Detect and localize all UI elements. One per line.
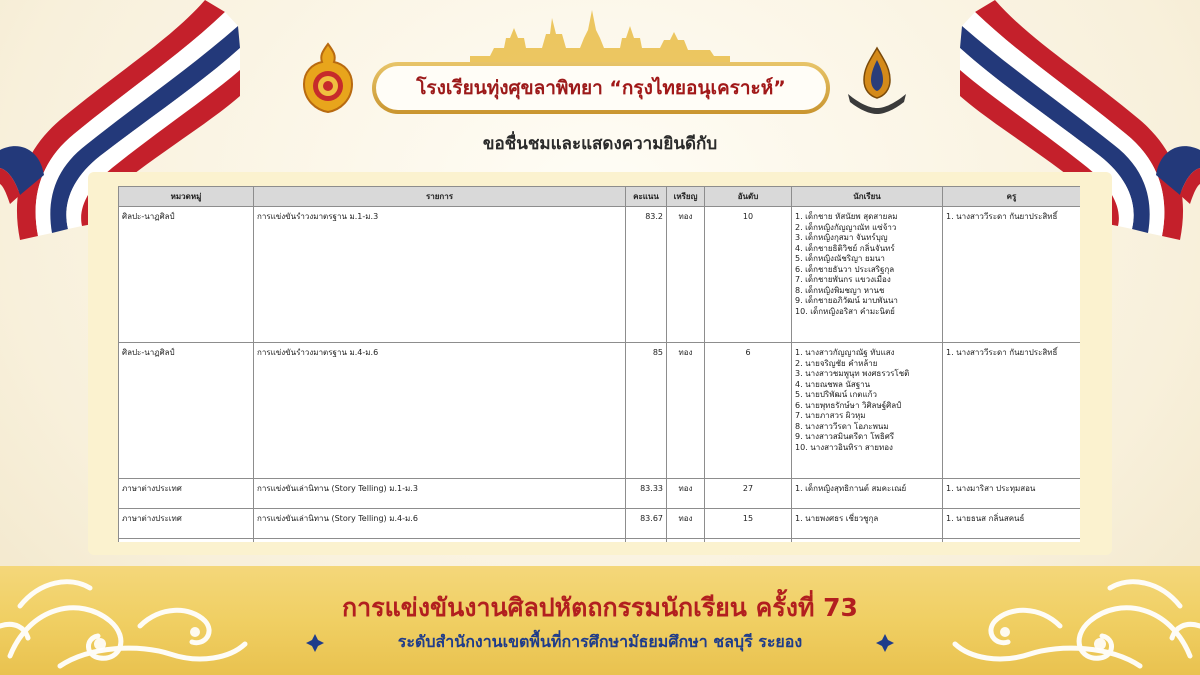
obec-emblem-logo <box>300 42 356 114</box>
results-table <box>118 186 1080 542</box>
student-name: 4. นายณชพล นัสฐาน <box>795 379 871 389</box>
table-row <box>119 479 1081 509</box>
student-name: 3. นางสาวชมพูนุท พงศธรวรโชติ <box>795 369 910 378</box>
student-name: 2. นายจริญชัย คำหล้าย <box>795 358 878 368</box>
students-cell <box>792 479 943 509</box>
school-name: โรงเรียนทุ่งศุขลาพิทยา <box>416 77 603 99</box>
medal-cell: ทอง <box>667 509 705 539</box>
results-document <box>118 186 1080 542</box>
student-name: 10. นางสาวอินทิรา สายทอง <box>795 442 893 452</box>
student-name: 7. นายภาสวร ผิวหุม <box>795 411 866 420</box>
student-name: 8. นางสาววีรดา โอภะพนม <box>795 421 889 431</box>
column-header-teacher: ครู <box>943 187 1081 207</box>
student-name: 9. นางสาวสมินตรีดา โพธิศรี <box>795 432 895 441</box>
temple-skyline-decoration <box>470 8 730 68</box>
student-name: 5. เด็กหญิงณัชริญา ยมนา <box>795 254 885 263</box>
student-name: 8. เด็กหญิงพิมชญา หานช <box>795 285 885 295</box>
event-title: การแข่งขันงานศิลปหัตถกรรมนักเรียน ครั้งที่ 73 <box>342 593 858 622</box>
score-cell: 83.33 <box>626 479 667 509</box>
teacher-cell: 1. นายธนส กลิ่นสคนธ์ <box>943 509 1081 539</box>
table-row <box>119 343 1081 479</box>
student-name: 6. เด็กชายธันวา ประเสริฐกุล <box>795 264 895 274</box>
diamond-ornament-icon <box>876 634 894 652</box>
rank-cell: 10 <box>705 207 792 343</box>
column-header-score: คะแนน <box>626 187 667 207</box>
column-header-item: รายการ <box>254 187 626 207</box>
student-name: 6. นายพุทธรักษ์ษา วิศิลษฐ์ศิลป์ <box>795 400 902 410</box>
student-name: 9. เด็กชายอภิวัฒน์ มาบพันนา <box>795 296 898 305</box>
school-name-banner <box>372 62 830 114</box>
item-cell: การแข่งขันเล่านิทาน (Story Telling) ม.4-ม.6 <box>254 509 626 539</box>
teacher-cell: 1. นางสาววีระดา กันยาประสิทธิ์ <box>943 343 1081 479</box>
school-name-suffix: “กรุงไทยอนุเคราะห์” <box>609 77 786 99</box>
table-header-row <box>119 187 1081 207</box>
students-cell <box>792 207 943 343</box>
item-cell: การแข่งขันรำวงมาตรฐาน ม.4-ม.6 <box>254 343 626 479</box>
rank-cell: 15 <box>705 509 792 539</box>
student-name: 4. เด็กชายธิติวิชย์ กลิ่นจันทร์ <box>795 243 895 253</box>
medal-cell: ทอง <box>667 343 705 479</box>
category-cell: ภาษาต่างประเทศ <box>119 509 254 539</box>
item-cell: การแข่งขันรำวงมาตรฐาน ม.1-ม.3 <box>254 207 626 343</box>
category-cell: ศิลปะ-นาฏศิลป์ <box>119 207 254 343</box>
rank-cell: 27 <box>705 479 792 509</box>
item-cell: การแข่งขันเล่านิทาน (Story Telling) ม.1-ม.3 <box>254 479 626 509</box>
student-name: 2. เด็กหญิงกัญญาณัท แซ่จ้าว <box>795 222 897 232</box>
column-header-students: นักเรียน <box>792 187 943 207</box>
table-row <box>119 539 1081 543</box>
table-row <box>119 207 1081 343</box>
event-subtitle: ระดับสำนักงานเขตพื้นที่การศึกษามัธยมศึกษา ชลบุรี ระยอง <box>397 632 803 651</box>
school-emblem-logo <box>844 46 910 116</box>
student-name: 1. นางสาวกัญญาณัฐ ทับแสง <box>795 348 895 357</box>
table-row <box>119 509 1081 539</box>
column-header-medal: เหรียญ <box>667 187 705 207</box>
medal-cell: ทอง <box>667 479 705 509</box>
student-name: 5. นายปริพัฒน์ เกตแก้ว <box>795 390 877 399</box>
congratulations-heading: ขอชื่นชมและแสดงความยินดีกับ <box>482 134 718 154</box>
teacher-cell: 1. นางมาริสา ประทุมสอน <box>943 479 1081 509</box>
student-name: 1. เด็กหญิงสุทธิกานต์ สมคะเณย์ <box>795 484 907 493</box>
rank-cell: 6 <box>705 343 792 479</box>
score-cell: 83.2 <box>626 207 667 343</box>
student-name: 1. นายพงศธร เชี่ยวชูกุล <box>795 514 879 523</box>
category-cell: ภาษาต่างประเทศ <box>119 479 254 509</box>
medal-cell: ทอง <box>667 207 705 343</box>
score-cell: 83.67 <box>626 509 667 539</box>
student-name: 3. เด็กหญิงกุสมา จันทร์บุญ <box>795 233 888 242</box>
student-name: 10. เด็กหญิงอริสา คำมะนิตย์ <box>795 306 895 316</box>
students-cell <box>792 509 943 539</box>
students-cell <box>792 343 943 479</box>
column-header-rank: อันดับ <box>705 187 792 207</box>
student-name: 7. เด็กชายพันกร แขวงเมือง <box>795 275 891 284</box>
student-name: 1. เด็กชาย หัสนัยพ สุดสายลม <box>795 212 898 221</box>
teacher-cell: 1. นางสาววีระดา กันยาประสิทธิ์ <box>943 207 1081 343</box>
column-header-category: หมวดหมู่ <box>119 187 254 207</box>
score-cell: 85 <box>626 343 667 479</box>
category-cell: ศิลปะ-นาฏศิลป์ <box>119 343 254 479</box>
